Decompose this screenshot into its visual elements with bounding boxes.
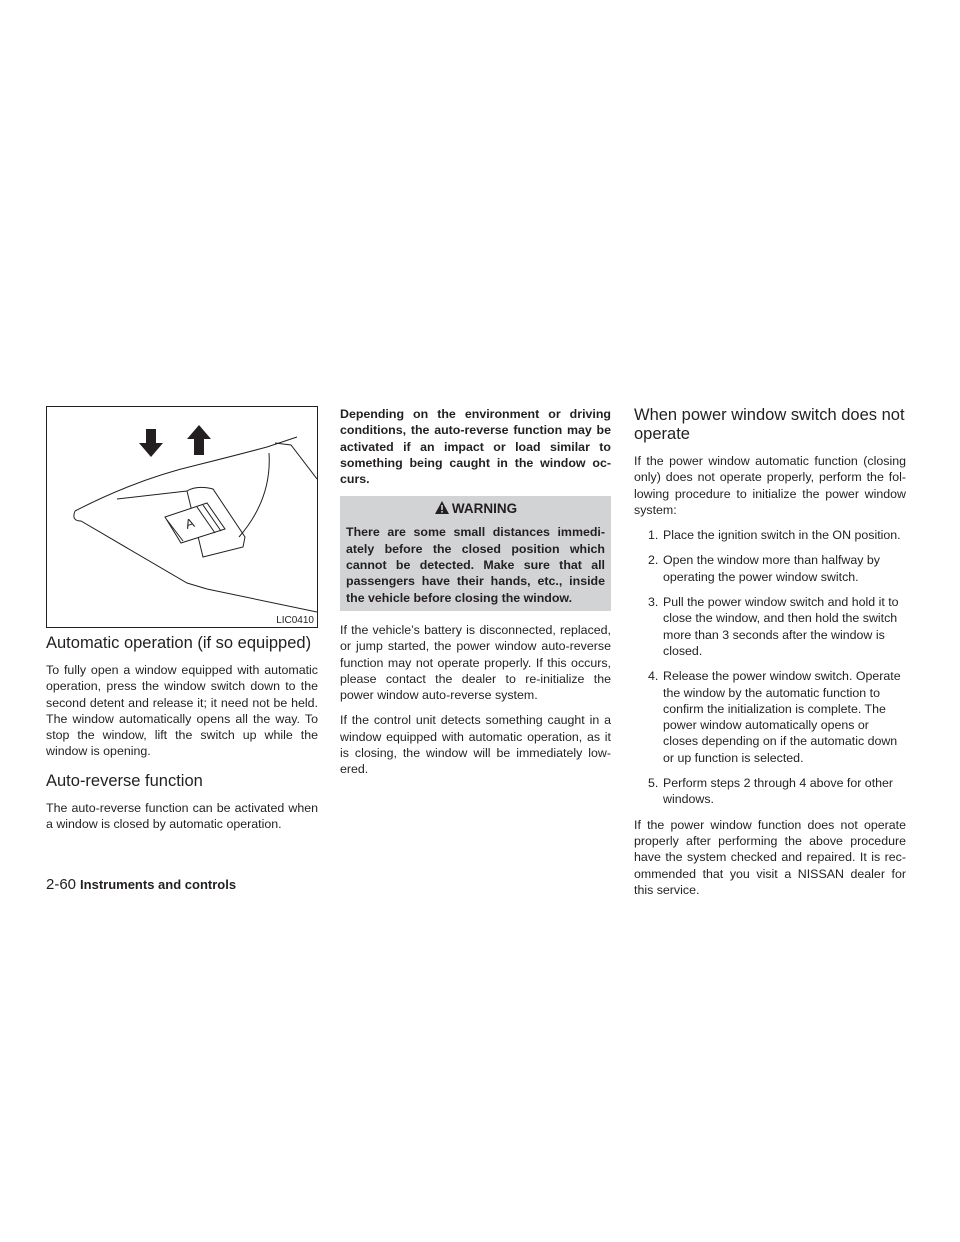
- battery-paragraph: If the vehicle’s battery is disconnected, replaced, or jump started, the power window auto-reverse function may not operate properly. If this occurs, please contact the dealer to re-initialize the power window auto-reverse system.: [340, 622, 611, 703]
- warning-box: [340, 496, 611, 610]
- page-number: 2-60: [46, 876, 77, 893]
- column-right: [634, 406, 906, 907]
- arrow-up-icon: [187, 425, 211, 455]
- auto-reverse-note: Depending on the environment or driving conditions, the auto-reverse function may be activated if an impact or load similar to something being caught in the window oc-curs.: [340, 407, 611, 487]
- control-unit-paragraph: If the control unit detects something caught in a window equipped with automatic operation, as it is closing, the window will be immediately low-ered.: [340, 713, 611, 777]
- warning-label: WARNING: [451, 501, 518, 517]
- switch-letter: A: [183, 514, 197, 532]
- page-footer: [46, 876, 236, 894]
- auto-reverse-body: The auto-reverse function can be activated when a window is closed by automatic operation.: [46, 800, 318, 832]
- switch-not-operate-closing: If the power window function does not operate properly after performing the above procedure have the system checked and repaired. It is rec-ommended that you visit a NISSAN dealer for this service.: [634, 817, 906, 897]
- figure-code: LIC0410: [276, 615, 314, 626]
- column-middle: [340, 406, 611, 787]
- warning-title: [346, 500, 605, 518]
- list-item: 1. Place the ignition switch in the ON position.: [648, 528, 901, 543]
- heading-automatic-operation: Automatic operation (if so equipped): [46, 634, 312, 652]
- heading-switch-not-operate: When power window switch does not operate: [634, 406, 905, 443]
- initialization-steps: [634, 527, 906, 807]
- list-item: 3. Pull the power window switch and hold it to close the window, and then hold the switch more than 3 seconds after the window is closed.: [648, 595, 899, 658]
- window-switch-illustration: [46, 406, 318, 628]
- arrow-down-icon: [139, 429, 163, 457]
- warning-text: There are some small distances immedi-ately before the closed position which cannot be detected. Make sure that all passengers have their hands, etc., inside the vehicle before closing the window.: [346, 525, 605, 605]
- list-item: 4. Release the power window switch. Operate the window by the automatic function to confirm the initialization is complete. The power window automatically opens or closes depending on if the automatic down or up function is selected.: [648, 669, 901, 765]
- warning-icon: [434, 500, 450, 515]
- heading-auto-reverse: Auto-reverse function: [46, 771, 203, 790]
- section-title: Instruments and controls: [80, 877, 237, 892]
- window-switch-drawing: [47, 407, 317, 627]
- switch-not-operate-intro: If the power window automatic function (closing only) does not operate properly, perform the fol-lowing procedure to initialize the power window system:: [634, 454, 906, 517]
- list-item: 2. Open the window more than halfway by operating the power window switch.: [648, 553, 880, 584]
- column-left: [46, 406, 318, 841]
- list-item: 5. Perform steps 2 through 4 above for other windows.: [648, 776, 894, 807]
- automatic-operation-body: To fully open a window equipped with automatic operation, press the window switch down to the second detent and release it; it need not be held. The window automatically opens all the way. To stop the window, lift the switch up while the window is opening.: [46, 663, 318, 759]
